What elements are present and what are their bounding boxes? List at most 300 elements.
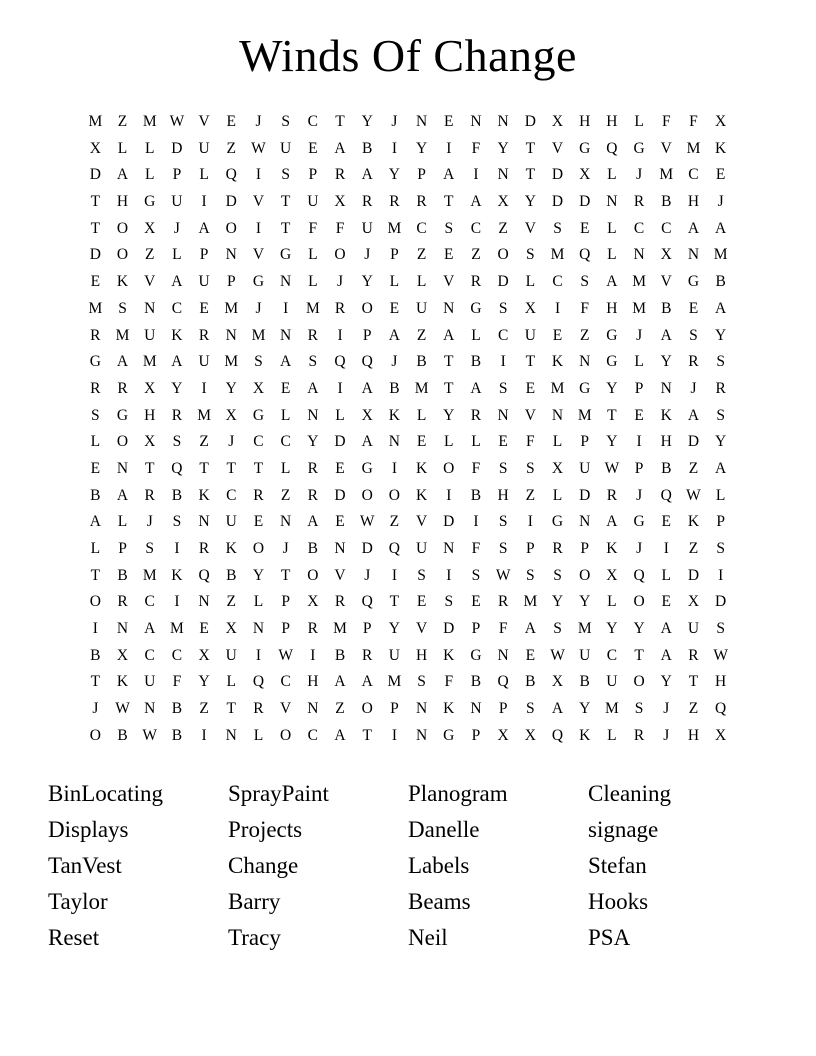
grid-cell[interactable]: B <box>661 459 672 477</box>
grid-cell[interactable]: X <box>551 673 564 691</box>
grid-cell[interactable]: K <box>225 540 237 557</box>
grid-cell[interactable]: E <box>226 113 237 130</box>
grid-cell[interactable]: Q <box>388 540 400 557</box>
grid-cell[interactable]: S <box>716 406 725 424</box>
grid-cell[interactable]: N <box>280 513 292 531</box>
grid-cell[interactable]: R <box>688 646 699 664</box>
grid-cell[interactable]: E <box>471 593 481 611</box>
grid-cell[interactable]: R <box>334 166 346 184</box>
grid-cell[interactable]: G <box>252 273 265 291</box>
grid-cell[interactable]: N <box>225 726 237 744</box>
grid-cell[interactable]: N <box>280 273 292 291</box>
grid-cell[interactable]: L <box>144 166 155 184</box>
grid-cell[interactable]: T <box>389 593 400 611</box>
word-list-item[interactable]: Projects <box>228 816 303 842</box>
grid-cell[interactable]: N <box>388 433 400 451</box>
grid-cell[interactable]: S <box>498 540 508 557</box>
grid-cell[interactable]: I <box>446 486 452 504</box>
grid-cell[interactable]: N <box>198 593 210 611</box>
grid-cell[interactable]: A <box>171 273 183 291</box>
grid-cell[interactable]: V <box>280 700 292 718</box>
grid-cell[interactable]: F <box>580 299 590 317</box>
grid-cell[interactable]: Q <box>497 673 509 691</box>
grid-cell[interactable]: N <box>415 726 428 744</box>
grid-cell[interactable]: I <box>310 646 316 664</box>
grid-cell[interactable]: J <box>146 513 153 531</box>
grid-cell[interactable]: L <box>552 486 563 504</box>
grid-cell[interactable]: M <box>88 299 103 317</box>
grid-cell[interactable]: V <box>524 219 536 237</box>
grid-cell[interactable]: R <box>497 593 509 611</box>
grid-cell[interactable]: H <box>144 406 156 424</box>
grid-cell[interactable]: E <box>308 139 318 157</box>
grid-cell[interactable]: I <box>391 566 397 584</box>
puzzle-grid[interactable] <box>82 109 735 750</box>
grid-cell[interactable]: J <box>92 700 99 718</box>
grid-cell[interactable]: P <box>172 166 182 184</box>
grid-cell[interactable]: X <box>89 139 101 157</box>
grid-cell[interactable]: Y <box>361 273 373 291</box>
grid-cell[interactable]: Q <box>660 486 672 504</box>
grid-cell[interactable]: V <box>415 513 428 531</box>
grid-cell[interactable]: X <box>361 406 373 424</box>
grid-cell[interactable]: M <box>387 673 402 691</box>
word-list-item[interactable]: Stefan <box>588 852 647 878</box>
grid-cell[interactable]: U <box>198 273 210 291</box>
grid-cell[interactable]: T <box>199 459 209 477</box>
grid-cell[interactable]: U <box>579 646 591 664</box>
grid-cell[interactable]: J <box>255 299 262 317</box>
grid-cell[interactable]: A <box>660 326 672 344</box>
grid-cell[interactable]: R <box>144 486 155 504</box>
grid-cell[interactable]: A <box>715 219 727 237</box>
grid-cell[interactable]: I <box>663 540 669 557</box>
grid-cell[interactable]: N <box>497 113 509 130</box>
grid-cell[interactable]: N <box>606 193 618 211</box>
grid-cell[interactable]: R <box>117 593 128 611</box>
grid-cell[interactable]: D <box>579 486 591 504</box>
grid-cell[interactable]: O <box>388 486 400 504</box>
grid-cell[interactable]: C <box>416 219 427 237</box>
grid-cell[interactable]: R <box>389 193 400 211</box>
grid-cell[interactable]: L <box>525 273 536 291</box>
grid-cell[interactable]: L <box>471 433 481 451</box>
grid-cell[interactable]: A <box>470 379 482 397</box>
grid-cell[interactable]: F <box>498 620 508 638</box>
grid-cell[interactable]: S <box>498 299 508 317</box>
grid-cell[interactable]: G <box>633 513 645 531</box>
grid-cell[interactable]: M <box>251 326 266 344</box>
grid-cell[interactable]: L <box>308 273 318 291</box>
grid-cell[interactable]: S <box>526 566 535 584</box>
grid-cell[interactable]: R <box>470 273 482 291</box>
grid-cell[interactable]: E <box>444 246 454 264</box>
grid-cell[interactable]: I <box>473 513 479 531</box>
word-list-item[interactable]: Cleaning <box>588 780 672 806</box>
word-list-item[interactable]: Barry <box>228 888 281 914</box>
grid-cell[interactable]: I <box>391 139 397 157</box>
grid-cell[interactable]: X <box>524 299 536 317</box>
grid-cell[interactable]: K <box>198 486 210 504</box>
grid-cell[interactable]: I <box>391 726 397 744</box>
grid-cell[interactable]: B <box>117 726 128 744</box>
grid-cell[interactable]: I <box>500 353 506 371</box>
grid-cell[interactable]: E <box>280 379 291 397</box>
grid-cell[interactable]: F <box>689 113 698 130</box>
grid-cell[interactable]: J <box>636 540 643 557</box>
grid-cell[interactable]: R <box>552 540 563 557</box>
grid-cell[interactable]: R <box>307 459 319 477</box>
grid-cell[interactable]: B <box>661 193 672 211</box>
grid-cell[interactable]: M <box>550 379 565 397</box>
grid-cell[interactable]: X <box>551 459 564 477</box>
grid-cell[interactable]: I <box>201 726 207 744</box>
grid-cell[interactable]: N <box>443 299 455 317</box>
grid-cell[interactable]: D <box>524 113 536 130</box>
grid-cell[interactable]: S <box>498 513 508 531</box>
grid-cell[interactable]: N <box>198 513 210 531</box>
grid-cell[interactable]: Q <box>606 139 618 157</box>
grid-cell[interactable]: D <box>497 273 509 291</box>
grid-cell[interactable]: R <box>606 486 618 504</box>
grid-cell[interactable]: H <box>579 113 591 130</box>
grid-cell[interactable]: V <box>334 566 346 584</box>
grid-cell[interactable]: R <box>90 379 101 397</box>
grid-cell[interactable]: C <box>606 646 618 664</box>
grid-cell[interactable]: G <box>687 273 700 291</box>
grid-cell[interactable]: I <box>337 326 343 344</box>
grid-cell[interactable]: T <box>90 193 101 211</box>
grid-cell[interactable]: C <box>470 219 482 237</box>
grid-cell[interactable]: W <box>169 113 185 130</box>
grid-cell[interactable]: A <box>606 273 618 291</box>
grid-cell[interactable]: L <box>416 406 427 424</box>
grid-cell[interactable]: F <box>471 540 481 557</box>
grid-cell[interactable]: A <box>307 379 319 397</box>
grid-cell[interactable]: Y <box>388 166 400 184</box>
grid-cell[interactable]: C <box>552 273 563 291</box>
grid-cell[interactable]: P <box>417 166 426 184</box>
grid-cell[interactable]: M <box>224 353 239 371</box>
grid-cell[interactable]: U <box>415 540 428 557</box>
grid-cell[interactable]: I <box>636 433 642 451</box>
grid-cell[interactable]: D <box>334 433 346 451</box>
grid-cell[interactable]: L <box>308 246 318 264</box>
grid-cell[interactable]: D <box>89 246 101 264</box>
grid-cell[interactable]: E <box>579 219 590 237</box>
grid-cell[interactable]: H <box>307 673 319 691</box>
grid-cell[interactable]: K <box>443 700 455 718</box>
grid-cell[interactable]: S <box>308 353 318 371</box>
grid-cell[interactable]: L <box>226 673 237 691</box>
grid-cell[interactable]: Z <box>579 326 590 344</box>
grid-cell[interactable]: H <box>415 646 428 664</box>
grid-cell[interactable]: E <box>199 299 209 317</box>
grid-cell[interactable]: M <box>686 139 701 157</box>
grid-cell[interactable]: T <box>144 459 155 477</box>
grid-cell[interactable]: P <box>634 379 644 397</box>
grid-cell[interactable]: V <box>415 620 428 638</box>
grid-cell[interactable]: Y <box>715 326 727 344</box>
grid-cell[interactable]: Y <box>388 620 400 638</box>
grid-cell[interactable]: K <box>579 726 591 744</box>
grid-cell[interactable]: A <box>116 166 129 184</box>
grid-cell[interactable]: L <box>172 246 182 264</box>
grid-cell[interactable]: O <box>443 459 455 477</box>
word-list-item[interactable]: BinLocating <box>48 780 163 806</box>
grid-cell[interactable]: F <box>661 113 671 130</box>
grid-cell[interactable]: H <box>687 193 700 211</box>
grid-cell[interactable]: B <box>525 673 536 691</box>
grid-cell[interactable]: G <box>470 646 482 664</box>
grid-cell[interactable]: U <box>225 513 237 531</box>
grid-cell[interactable]: P <box>362 620 372 638</box>
grid-cell[interactable]: U <box>606 673 618 691</box>
grid-cell[interactable]: K <box>443 646 455 664</box>
grid-cell[interactable]: A <box>334 726 346 744</box>
word-list-item[interactable]: Taylor <box>48 888 108 914</box>
grid-cell[interactable]: Q <box>361 353 373 371</box>
grid-cell[interactable]: Y <box>633 620 645 638</box>
grid-cell[interactable]: K <box>116 673 129 691</box>
grid-cell[interactable]: J <box>364 566 371 584</box>
grid-cell[interactable]: O <box>225 219 237 237</box>
grid-cell[interactable]: G <box>579 379 591 397</box>
grid-cell[interactable]: N <box>579 353 591 371</box>
grid-cell[interactable]: Z <box>226 139 237 157</box>
grid-cell[interactable]: E <box>389 299 400 317</box>
grid-cell[interactable]: L <box>607 219 617 237</box>
grid-cell[interactable]: O <box>252 540 265 557</box>
word-list-item[interactable]: signage <box>588 816 659 842</box>
grid-cell[interactable]: Q <box>198 566 210 584</box>
grid-cell[interactable]: C <box>226 486 237 504</box>
grid-cell[interactable]: C <box>688 166 699 184</box>
grid-cell[interactable]: W <box>495 566 511 584</box>
grid-cell[interactable]: P <box>281 593 290 611</box>
grid-cell[interactable]: C <box>171 646 183 664</box>
grid-cell[interactable]: A <box>307 513 319 531</box>
grid-cell[interactable]: B <box>171 700 183 718</box>
grid-cell[interactable]: O <box>116 433 129 451</box>
grid-cell[interactable]: T <box>90 673 101 691</box>
grid-cell[interactable]: H <box>497 486 509 504</box>
grid-cell[interactable]: G <box>89 353 101 371</box>
word-list-item[interactable]: PSA <box>588 924 631 950</box>
grid-cell[interactable]: K <box>551 353 564 371</box>
grid-cell[interactable]: X <box>307 593 319 611</box>
grid-cell[interactable]: P <box>362 326 372 344</box>
grid-cell[interactable]: L <box>607 593 617 611</box>
grid-cell[interactable]: I <box>337 379 343 397</box>
grid-cell[interactable]: T <box>444 379 454 397</box>
word-list-item[interactable]: Tracy <box>228 924 281 950</box>
grid-cell[interactable]: C <box>144 593 155 611</box>
grid-cell[interactable]: E <box>525 379 536 397</box>
grid-cell[interactable]: S <box>118 299 127 317</box>
grid-cell[interactable]: H <box>715 673 727 691</box>
grid-cell[interactable]: V <box>524 406 536 424</box>
grid-cell[interactable]: Z <box>389 513 400 531</box>
grid-cell[interactable]: A <box>443 326 455 344</box>
grid-cell[interactable]: D <box>443 513 455 531</box>
grid-cell[interactable]: Q <box>252 673 265 691</box>
grid-cell[interactable]: P <box>199 246 209 264</box>
grid-cell[interactable]: X <box>524 726 536 744</box>
grid-cell[interactable]: T <box>444 353 454 371</box>
grid-cell[interactable]: D <box>687 433 700 451</box>
grid-cell[interactable]: P <box>308 166 318 184</box>
grid-cell[interactable]: A <box>361 379 373 397</box>
grid-cell[interactable]: Z <box>525 486 536 504</box>
grid-cell[interactable]: W <box>713 646 728 664</box>
grid-cell[interactable]: E <box>416 593 427 611</box>
word-list-item[interactable]: Hooks <box>588 888 649 914</box>
grid-cell[interactable]: Y <box>252 566 265 584</box>
grid-cell[interactable]: T <box>634 646 644 664</box>
grid-cell[interactable]: E <box>715 166 726 184</box>
grid-cell[interactable]: E <box>335 459 345 477</box>
grid-cell[interactable]: L <box>661 566 672 584</box>
grid-cell[interactable]: H <box>606 113 618 130</box>
grid-cell[interactable]: X <box>687 593 700 611</box>
grid-cell[interactable]: I <box>201 379 207 397</box>
grid-cell[interactable]: A <box>470 193 482 211</box>
grid-cell[interactable]: R <box>253 486 264 504</box>
grid-cell[interactable]: W <box>278 646 293 664</box>
grid-cell[interactable]: S <box>145 540 155 557</box>
grid-cell[interactable]: E <box>525 646 536 664</box>
grid-cell[interactable]: X <box>660 246 672 264</box>
grid-cell[interactable]: W <box>359 513 375 531</box>
grid-cell[interactable]: S <box>689 326 698 344</box>
grid-cell[interactable]: R <box>334 593 346 611</box>
grid-cell[interactable]: C <box>171 299 183 317</box>
grid-cell[interactable]: H <box>660 433 672 451</box>
grid-cell[interactable]: K <box>415 486 428 504</box>
grid-cell[interactable]: V <box>144 273 156 291</box>
grid-cell[interactable]: I <box>473 166 479 184</box>
grid-cell[interactable]: L <box>416 273 427 291</box>
grid-cell[interactable]: Y <box>307 433 319 451</box>
grid-cell[interactable]: U <box>524 326 536 344</box>
grid-cell[interactable]: M <box>577 406 592 424</box>
grid-cell[interactable]: Z <box>335 700 345 718</box>
grid-cell[interactable]: J <box>228 433 235 451</box>
grid-cell[interactable]: L <box>471 326 481 344</box>
grid-cell[interactable]: L <box>715 486 726 504</box>
grid-cell[interactable]: H <box>687 726 700 744</box>
grid-cell[interactable]: Y <box>524 193 536 211</box>
grid-cell[interactable]: B <box>470 486 482 504</box>
grid-cell[interactable]: Y <box>660 353 672 371</box>
grid-cell[interactable]: S <box>716 620 725 638</box>
grid-cell[interactable]: X <box>715 113 727 130</box>
grid-cell[interactable]: T <box>525 139 536 157</box>
grid-cell[interactable]: A <box>687 406 700 424</box>
grid-cell[interactable]: Y <box>715 433 727 451</box>
grid-cell[interactable]: K <box>116 273 129 291</box>
grid-cell[interactable]: E <box>90 273 101 291</box>
word-list-item[interactable]: Change <box>228 852 299 878</box>
grid-cell[interactable]: Y <box>660 673 672 691</box>
grid-cell[interactable]: B <box>715 273 726 291</box>
grid-cell[interactable]: G <box>443 726 455 744</box>
grid-cell[interactable]: N <box>497 406 509 424</box>
grid-cell[interactable]: S <box>553 219 562 237</box>
grid-cell[interactable]: B <box>416 353 427 371</box>
grid-cell[interactable]: E <box>253 513 264 531</box>
grid-cell[interactable]: J <box>255 113 262 130</box>
grid-cell[interactable]: N <box>660 379 672 397</box>
grid-cell[interactable]: U <box>144 326 156 344</box>
grid-cell[interactable]: Q <box>579 246 591 264</box>
grid-cell[interactable]: L <box>335 406 345 424</box>
grid-cell[interactable]: I <box>446 139 452 157</box>
grid-cell[interactable]: R <box>307 486 319 504</box>
grid-cell[interactable]: E <box>634 406 644 424</box>
grid-cell[interactable]: Y <box>606 379 618 397</box>
grid-cell[interactable]: A <box>660 620 672 638</box>
grid-cell[interactable]: Z <box>226 593 237 611</box>
grid-cell[interactable]: S <box>444 219 454 237</box>
grid-cell[interactable]: B <box>389 379 400 397</box>
grid-cell[interactable]: P <box>580 433 590 451</box>
grid-cell[interactable]: J <box>636 326 643 344</box>
grid-cell[interactable]: N <box>470 700 482 718</box>
grid-cell[interactable]: L <box>634 353 644 371</box>
grid-cell[interactable]: Y <box>579 593 591 611</box>
grid-cell[interactable]: Y <box>171 379 183 397</box>
grid-cell[interactable]: X <box>579 166 591 184</box>
grid-cell[interactable]: R <box>307 326 319 344</box>
grid-cell[interactable]: V <box>252 246 265 264</box>
grid-cell[interactable]: X <box>334 193 346 211</box>
word-list-item[interactable]: Danelle <box>408 816 480 842</box>
grid-cell[interactable]: X <box>606 566 618 584</box>
grid-cell[interactable]: I <box>283 299 289 317</box>
grid-cell[interactable]: P <box>526 540 535 557</box>
grid-cell[interactable]: G <box>280 246 292 264</box>
grid-cell[interactable]: N <box>280 326 292 344</box>
grid-cell[interactable]: R <box>90 326 101 344</box>
grid-cell[interactable]: L <box>117 139 128 157</box>
grid-cell[interactable]: R <box>688 353 699 371</box>
grid-cell[interactable]: D <box>361 540 373 557</box>
grid-cell[interactable]: F <box>308 219 318 237</box>
grid-cell[interactable]: T <box>335 113 345 130</box>
grid-cell[interactable]: X <box>551 113 564 130</box>
grid-cell[interactable]: R <box>198 540 210 557</box>
grid-cell[interactable]: T <box>280 219 291 237</box>
grid-cell[interactable]: R <box>117 379 128 397</box>
grid-cell[interactable]: R <box>171 406 183 424</box>
grid-cell[interactable]: K <box>171 326 183 344</box>
grid-cell[interactable]: S <box>172 433 182 451</box>
grid-cell[interactable]: L <box>552 433 563 451</box>
grid-cell[interactable]: P <box>634 459 644 477</box>
grid-cell[interactable]: A <box>280 353 292 371</box>
grid-cell[interactable]: S <box>716 353 725 371</box>
grid-cell[interactable]: V <box>551 139 564 157</box>
grid-cell[interactable]: L <box>389 273 400 291</box>
grid-cell[interactable]: U <box>415 299 428 317</box>
grid-cell[interactable]: U <box>687 620 700 638</box>
grid-cell[interactable]: X <box>116 646 129 664</box>
grid-cell[interactable]: O <box>633 593 645 611</box>
grid-cell[interactable]: S <box>716 540 725 557</box>
grid-cell[interactable]: G <box>144 193 156 211</box>
